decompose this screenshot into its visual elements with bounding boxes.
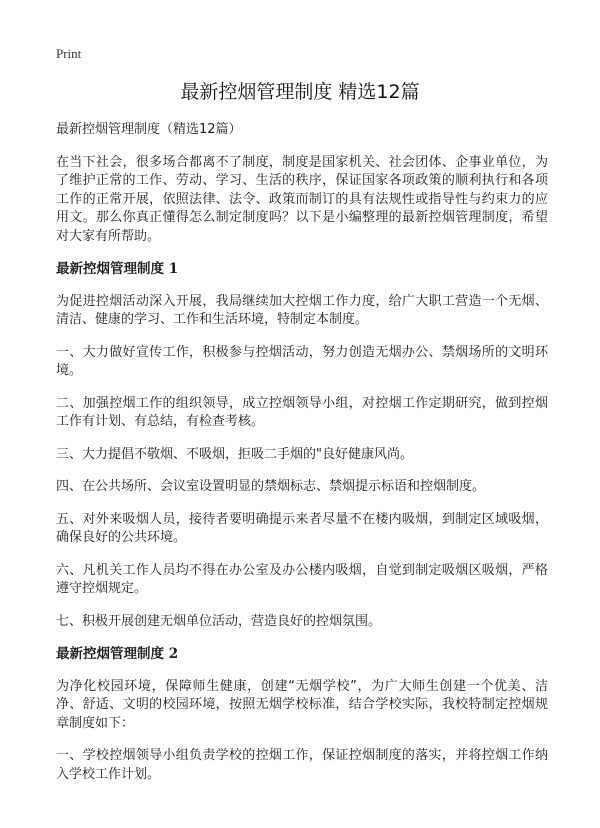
print-label[interactable]: Print [56,46,82,61]
section-heading: 最新控烟管理制度 2 [56,646,179,662]
section-paragraph: 为净化校园环境，保障师生健康，创建“无烟学校”，为广大师生创建一个优美、洁净、舒适、文明的校园环境，按照无烟学校标准，结合学校实际，我校特制定控烟规章制度如下： [56,678,548,731]
section-paragraph: 六、凡机关工作人员均不得在办公室及办公楼内吸烟，自觉到制定吸烟区吸烟，严格遵守控烟规定。 [56,562,548,596]
document-subtitle: 最新控烟管理制度（精选12篇） [56,122,242,137]
section-2 [56,645,548,784]
intro-paragraph: 在当下社会，很多场合都离不了制度，制度是国家机关、社会团体、企事业单位，为了维护正常的工作、劳动、学习、生活的秩序，保证国家各项政策的顺利执行和各项工作的正常开展，依照法律、法令、政策而制订的具有法规性或指导性与约束力的应用文。那么你真正懂得怎么制定制度吗？以下是小编整理的最新控烟管理制度，希望对大家有所帮助。 [56,154,548,244]
section-1 [56,260,548,631]
section-paragraph: 一、大力做好宣传工作，积极参与控烟活动，努力创造无烟办公、禁烟场所的文明环境。 [56,344,548,378]
section-paragraph: 七、积极开展创建无烟单位活动，营造良好的控烟氛围。 [56,613,382,629]
section-paragraph: 一、学校控烟领导小组负责学校的控烟工作，保证控烟制度的落实，并将控烟工作纳入学校工作计划。 [56,748,548,782]
section-paragraph: 四、在公共场所、会议室设置明显的禁烟标志、禁烟提示标语和控烟制度。 [56,479,486,494]
section-paragraph: 为促进控烟活动深入开展，我局继续加大控烟工作力度，给广大职工营造一个无烟、清洁、健康的学习、工作和生活环境，特制定本制度。 [56,293,548,327]
section-heading: 最新控烟管理制度 1 [56,261,179,277]
page-title: 最新控烟管理制度 精选12篇 [180,81,420,103]
section-paragraph: 二、加强控烟工作的组织领导，成立控烟领导小组，对控烟工作定期研究，做到控烟工作有计划、有总结，有检查考核。 [56,395,548,429]
section-paragraph: 五、对外来吸烟人员，接待者要明确提示来者尽量不在楼内吸烟，到制定区域吸烟，确保良好的公共环境。 [56,511,548,545]
document-body [56,121,548,798]
section-paragraph: 三、大力提倡不敬烟、不吸烟，拒吸二手烟的"良好健康风尚。 [56,446,413,462]
